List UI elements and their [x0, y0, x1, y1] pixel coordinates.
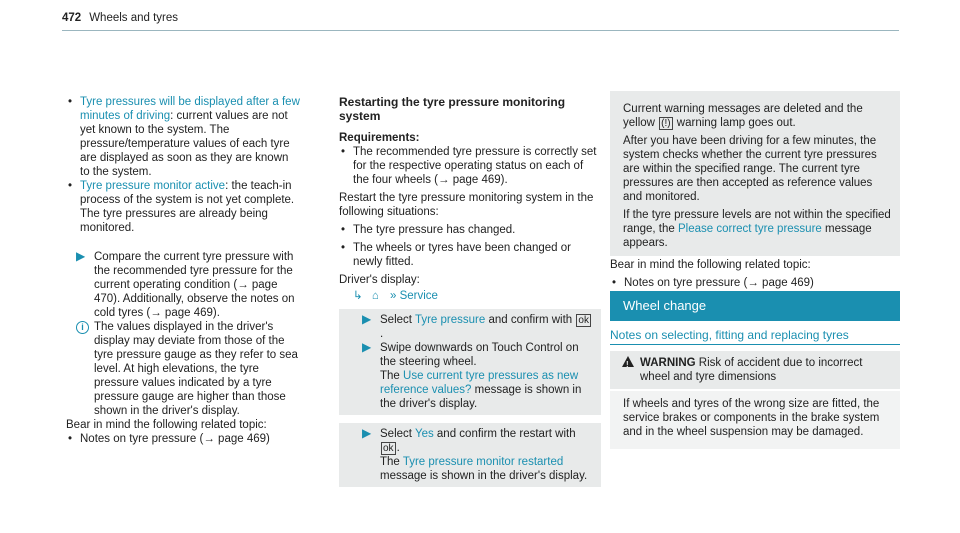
step-text: The: [380, 370, 404, 382]
column-right: [610, 91, 900, 290]
home-icon[interactable]: ⌂: [371, 290, 379, 302]
info-note: [66, 320, 300, 418]
step-text: message is shown in the driver's display.: [380, 470, 588, 482]
subsection-heading: Notes on selecting, fitting and replacing tyres: [610, 328, 849, 342]
step-text: message is shown in the driver's display.: [380, 384, 582, 410]
step-arrow-icon: ▶: [362, 340, 372, 354]
info-icon: i: [76, 321, 89, 334]
column-left: [66, 95, 300, 446]
display-message-link[interactable]: Tyre pressure monitor restarted: [402, 456, 564, 468]
menu-item-link[interactable]: Tyre pressure: [414, 314, 486, 326]
list-item: [66, 179, 300, 235]
step-arrow-icon: ▶: [76, 249, 86, 263]
related-topic-intro: Bear in mind the following related topic:: [66, 419, 267, 431]
instruction-step: [352, 427, 595, 483]
list-item-text: : current values are not yet known to the system. The pressure/temperature values of each tyre are displayed as soon as they are known to the system.: [80, 110, 290, 178]
instruction-step: [66, 250, 300, 320]
page-header: [62, 11, 178, 25]
list-item: • The wheels or tyres have been changed or newly fitted.: [339, 241, 601, 269]
step-arrow-icon: ▶: [362, 426, 372, 440]
option-yes-link[interactable]: Yes: [414, 428, 434, 440]
warning-triangle-icon: !: [622, 356, 634, 367]
corner-arrow-icon: ↳: [353, 290, 363, 302]
ok-key-icon: ok: [383, 443, 394, 454]
warning-box: [610, 351, 900, 449]
status-message-link[interactable]: Tyre pressure monitor active: [80, 180, 226, 192]
result-text: After you have been driving for a few minutes, the system checks whether the current tyre pressures are within the specified range. The current tyre pressures are then accepted as reference values and monitored.: [623, 135, 877, 203]
instruction-box: [339, 309, 601, 415]
menu-service[interactable]: Service: [399, 290, 438, 302]
display-label: Driver's display:: [339, 274, 420, 286]
step-text: The: [380, 456, 403, 468]
related-topic-item[interactable]: • Notes on tyre pressure (→ page 469): [610, 276, 900, 290]
menu-path: [339, 289, 601, 303]
step-text: and confirm with: [485, 314, 576, 326]
step-text: .: [396, 442, 400, 454]
list-item-text: : the teach-in process of the system is not yet complete. The tyre pressures are already being monitored.: [80, 180, 295, 234]
step-text: .: [380, 328, 384, 340]
step-text: Swipe downwards on Touch Control on the steering wheel.: [380, 342, 579, 368]
status-message-link[interactable]: Tyre pressures will be displayed after a few minutes of driving: [80, 96, 300, 122]
chevrons-icon: »: [390, 290, 397, 302]
related-topic-intro: Bear in mind the following related topic:: [610, 259, 811, 271]
warning-title: Risk of accident due to incorrect wheel and tyre dimensions: [640, 357, 863, 383]
section-title-bar: Wheel change: [610, 291, 900, 321]
intro-text: Restart the tyre pressure monitoring system in the following situations:: [339, 192, 594, 218]
subsection-divider: [610, 344, 900, 345]
result-text: Current warning messages are deleted and the yellow (!) warning lamp goes out.: [623, 103, 863, 129]
list-item: • The tyre pressure has changed.: [339, 223, 601, 237]
result-text: If the tyre pressure levels are not within the specified range, the Please correct tyre pressure message appears.: [623, 209, 891, 249]
step-text: Select: [380, 314, 415, 326]
result-box: [610, 91, 900, 256]
requirement-item: • The recommended tyre pressure is correctly set for the respective operating status on each of the four wheels (→ page 469).: [339, 145, 601, 187]
warning-body: If wheels and tyres of the wrong size are fitted, the service brakes or components in the brake system and in the wheel suspension may be damaged.: [610, 389, 900, 449]
column-middle: [339, 95, 601, 487]
step-arrow-icon: ▶: [362, 312, 372, 326]
warning-label: WARNING: [640, 357, 696, 369]
instruction-step: [352, 341, 595, 411]
display-message-link[interactable]: Use current tyre pressures as new reference values?: [380, 370, 579, 396]
section-heading: Restarting the tyre pressure monitoring system: [339, 95, 566, 123]
requirements-heading: Requirements:: [339, 132, 420, 144]
related-topic-item[interactable]: • Notes on tyre pressure (→ page 469): [66, 432, 300, 446]
display-message-link[interactable]: Please correct tyre pressure: [677, 223, 822, 235]
header-divider: [62, 30, 899, 31]
instruction-box: [339, 423, 601, 487]
tyre-warning-lamp-icon: (!): [661, 118, 671, 129]
step-text: and confirm the restart with: [433, 428, 576, 440]
step-text: Select: [380, 428, 415, 440]
ok-key-icon: ok: [578, 315, 589, 326]
note-text: The values displayed in the driver's display may deviate from those of the tyre pressure gauge as they refer to sea level. At high elevations, the tyre pressure values indicated by a tyre pressure gauge are higher than those shown in the driver's display.: [94, 321, 298, 417]
chapter-title: Wheels and tyres: [89, 12, 179, 24]
list-item: [66, 95, 300, 179]
instruction-step: [352, 313, 595, 341]
page-number: 472: [62, 12, 82, 24]
step-text: Compare the current tyre pressure with the recommended tyre pressure for the current operating condition (→ page 470). Additionally, observe the notes on cold tyres (→ page 469).: [94, 251, 295, 319]
warning-header: [610, 351, 900, 389]
